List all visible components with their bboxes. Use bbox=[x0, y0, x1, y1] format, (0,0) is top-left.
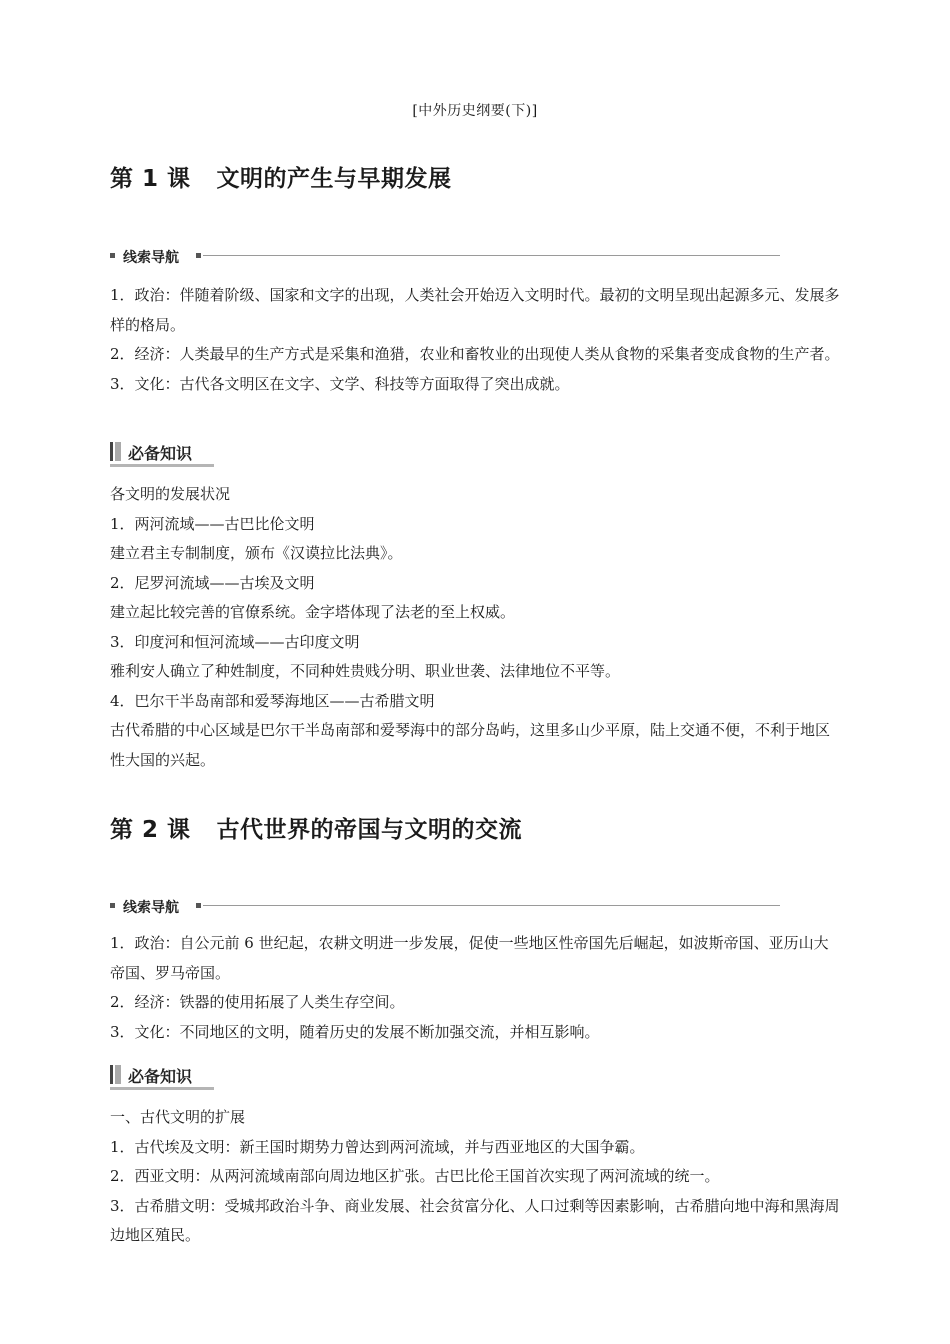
square-bullet-icon bbox=[110, 903, 115, 908]
divider-line bbox=[203, 255, 780, 256]
lesson-2-title bbox=[110, 811, 522, 844]
heading-bar-icon bbox=[110, 1065, 113, 1084]
lesson-2-guide-list bbox=[110, 929, 840, 1047]
section-subheading: 各文明的发展状况 bbox=[110, 485, 231, 503]
lesson-2-title-text: 古代世界的帝国与文明的交流 bbox=[216, 817, 523, 843]
square-bullet-icon bbox=[110, 253, 115, 258]
lesson-2-number: 第 2 课 bbox=[110, 817, 191, 843]
lesson-2-knowledge-list bbox=[110, 1103, 840, 1251]
knowledge-item: 2．西亚文明：从两河流域南部向周边地区扩张。古巴比伦王国首次实现了两河流域的统一。 bbox=[110, 1167, 720, 1185]
knowledge-item: 2．尼罗河流域——古埃及文明 bbox=[110, 573, 315, 592]
knowledge-item: 古代希腊的中心区域是巴尔干半岛南部和爱琴海中的部分岛屿，这里多山少平原，陆上交通不便，不利于地区性大国的兴起。 bbox=[110, 721, 831, 769]
guide-item: 1．政治：伴随着阶级、国家和文字的出现，人类社会开始迈入文明时代。最初的文明呈现出起源多元、发展多样的格局。 bbox=[110, 286, 840, 334]
knowledge-item: 3．古希腊文明：受城邦政治斗争、商业发展、社会贫富分化、人口过剩等因素影响，古希腊向地中海和黑海周边地区殖民。 bbox=[110, 1196, 840, 1244]
heading-underline bbox=[110, 1087, 214, 1090]
lesson-2-knowledge-heading bbox=[110, 1063, 214, 1089]
heading-underline bbox=[110, 464, 214, 467]
lesson-2-guide-heading bbox=[110, 897, 780, 915]
divider-line bbox=[203, 905, 780, 906]
guide-label: 线索导航 bbox=[123, 250, 179, 266]
knowledge-item: 1．古代埃及文明：新王国时期势力曾达到两河流域，并与西亚地区的大国争霸。 bbox=[110, 1137, 645, 1156]
page-header: [中外历史纲要(下)] bbox=[412, 103, 538, 119]
knowledge-label: 必备知识 bbox=[128, 1067, 193, 1086]
knowledge-item: 建立君主专制制度，颁布《汉谟拉比法典》。 bbox=[110, 544, 403, 562]
guide-item: 2．经济：铁器的使用拓展了人类生存空间。 bbox=[110, 993, 405, 1011]
heading-bar-icon bbox=[115, 442, 121, 461]
guide-item: 3．文化：古代各文明区在文字、文学、科技等方面取得了突出成就。 bbox=[110, 374, 570, 393]
guide-item: 3．文化：不同地区的文明，随着历史的发展不断加强交流，并相互影响。 bbox=[110, 1022, 600, 1041]
knowledge-item: 3．印度河和恒河流域——古印度文明 bbox=[110, 632, 360, 651]
knowledge-item: 4．巴尔干半岛南部和爱琴海地区——古希腊文明 bbox=[110, 691, 435, 710]
guide-label: 线索导航 bbox=[123, 900, 179, 916]
knowledge-item: 雅利安人确立了种姓制度，不同种姓贵贱分明、职业世袭、法律地位不平等。 bbox=[110, 662, 621, 680]
lesson-1-title bbox=[110, 160, 452, 193]
lesson-1-guide-heading bbox=[110, 247, 780, 265]
lesson-1-guide-list bbox=[110, 281, 840, 399]
heading-bar-icon bbox=[115, 1065, 121, 1084]
square-bullet-icon bbox=[196, 903, 201, 908]
guide-item: 2．经济：人类最早的生产方式是采集和渔猎，农业和畜牧业的出现使人类从食物的采集者变成食物的生产者。 bbox=[110, 345, 840, 363]
guide-item: 1．政治：自公元前 6 世纪起，农耕文明进一步发展，促使一些地区性帝国先后崛起，如波斯帝国、亚历山大帝国、罗马帝国。 bbox=[110, 934, 829, 982]
lesson-1-number: 第 1 课 bbox=[110, 166, 191, 192]
knowledge-item: 建立起比较完善的官僚系统。金字塔体现了法老的至上权威。 bbox=[110, 603, 516, 621]
lesson-1-knowledge-heading bbox=[110, 440, 214, 466]
lesson-1-title-text: 文明的产生与早期发展 bbox=[216, 166, 452, 192]
heading-bar-icon bbox=[110, 442, 113, 461]
lesson-1-knowledge-list bbox=[110, 480, 840, 775]
knowledge-item: 1．两河流域——古巴比伦文明 bbox=[110, 514, 315, 533]
section-subheading: 一、古代文明的扩展 bbox=[110, 1108, 246, 1126]
knowledge-label: 必备知识 bbox=[128, 444, 193, 463]
square-bullet-icon bbox=[196, 253, 201, 258]
